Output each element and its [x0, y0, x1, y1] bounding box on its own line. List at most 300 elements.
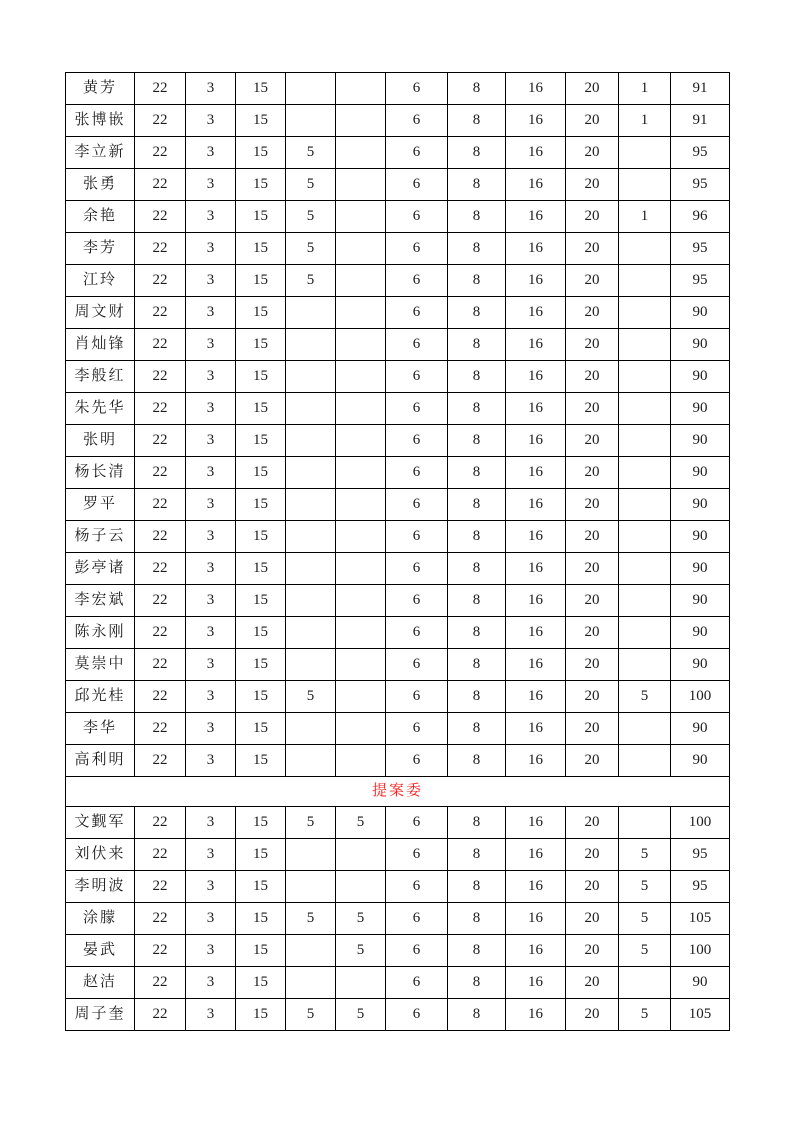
score-cell: [619, 967, 671, 999]
score-cell: 6: [386, 393, 448, 425]
table-row: [66, 105, 730, 137]
table-row: [66, 361, 730, 393]
score-cell: 22: [135, 553, 186, 585]
member-name-cell: 晏武: [66, 935, 135, 967]
score-cell: 15: [236, 585, 286, 617]
member-name-cell: 彭亭诸: [66, 553, 135, 585]
score-cell: 16: [506, 649, 566, 681]
score-cell: 22: [135, 935, 186, 967]
score-cell: 8: [448, 967, 506, 999]
score-cell: 5: [336, 903, 386, 935]
score-cell: 3: [186, 361, 236, 393]
score-cell: 16: [506, 489, 566, 521]
score-cell: 3: [186, 807, 236, 839]
score-cell: 22: [135, 329, 186, 361]
score-cell: 8: [448, 935, 506, 967]
score-cell: 100: [671, 681, 730, 713]
table-row: [66, 521, 730, 553]
score-cell: 3: [186, 457, 236, 489]
score-cell: [336, 137, 386, 169]
score-cell: 20: [566, 457, 619, 489]
score-cell: [286, 553, 336, 585]
score-cell: 15: [236, 169, 286, 201]
score-cell: 3: [186, 521, 236, 553]
table-row: [66, 871, 730, 903]
score-cell: 22: [135, 649, 186, 681]
table-row: [66, 903, 730, 935]
score-cell: 3: [186, 935, 236, 967]
score-cell: 20: [566, 425, 619, 457]
score-cell: 15: [236, 361, 286, 393]
member-name-cell: 余艳: [66, 201, 135, 233]
score-cell: 15: [236, 871, 286, 903]
score-cell: 6: [386, 745, 448, 777]
score-cell: 1: [619, 105, 671, 137]
score-cell: 105: [671, 903, 730, 935]
score-cell: 90: [671, 967, 730, 999]
score-cell: [619, 265, 671, 297]
score-cell: 20: [566, 169, 619, 201]
member-name-cell: 高利明: [66, 745, 135, 777]
score-cell: [336, 489, 386, 521]
score-cell: [286, 935, 336, 967]
score-cell: [336, 201, 386, 233]
score-cell: [336, 361, 386, 393]
score-cell: 22: [135, 201, 186, 233]
score-cell: 20: [566, 137, 619, 169]
score-cell: 5: [619, 871, 671, 903]
score-cell: 22: [135, 903, 186, 935]
score-cell: 3: [186, 745, 236, 777]
score-cell: [619, 393, 671, 425]
member-name-cell: 罗平: [66, 489, 135, 521]
member-name-cell: 李宏斌: [66, 585, 135, 617]
score-cell: 8: [448, 745, 506, 777]
score-cell: 16: [506, 585, 566, 617]
score-cell: 3: [186, 489, 236, 521]
score-cell: 5: [619, 999, 671, 1031]
score-cell: 3: [186, 553, 236, 585]
score-cell: 22: [135, 521, 186, 553]
score-cell: 90: [671, 553, 730, 585]
score-cell: 15: [236, 681, 286, 713]
score-cell: 20: [566, 903, 619, 935]
score-cell: [286, 585, 336, 617]
table-row: [66, 713, 730, 745]
score-cell: 15: [236, 425, 286, 457]
table-row: [66, 745, 730, 777]
score-cell: 15: [236, 233, 286, 265]
score-cell: [286, 649, 336, 681]
score-cell: [336, 871, 386, 903]
score-cell: [286, 105, 336, 137]
score-cell: [286, 73, 336, 105]
score-cell: 20: [566, 713, 619, 745]
score-cell: 8: [448, 457, 506, 489]
score-cell: 6: [386, 903, 448, 935]
score-cell: [336, 713, 386, 745]
score-cell: 20: [566, 999, 619, 1031]
member-name-cell: 文觐军: [66, 807, 135, 839]
score-cell: 22: [135, 713, 186, 745]
score-cell: [336, 297, 386, 329]
score-cell: 8: [448, 233, 506, 265]
score-cell: 16: [506, 137, 566, 169]
score-cell: 3: [186, 967, 236, 999]
score-cell: 6: [386, 137, 448, 169]
score-cell: 16: [506, 553, 566, 585]
score-cell: 20: [566, 745, 619, 777]
score-cell: 5: [286, 999, 336, 1031]
score-cell: 8: [448, 713, 506, 745]
score-cell: 20: [566, 201, 619, 233]
score-cell: 15: [236, 553, 286, 585]
score-cell: 15: [236, 265, 286, 297]
score-cell: 3: [186, 681, 236, 713]
score-cell: 15: [236, 745, 286, 777]
score-cell: [619, 553, 671, 585]
score-cell: 5: [286, 903, 336, 935]
table-row: [66, 201, 730, 233]
score-cell: 20: [566, 361, 619, 393]
score-cell: 6: [386, 585, 448, 617]
score-cell: 90: [671, 521, 730, 553]
score-cell: 8: [448, 73, 506, 105]
member-name-cell: 刘伏来: [66, 839, 135, 871]
member-name-cell: 黄芳: [66, 73, 135, 105]
score-cell: 6: [386, 935, 448, 967]
member-name-cell: 李芳: [66, 233, 135, 265]
score-cell: 95: [671, 233, 730, 265]
score-cell: 15: [236, 999, 286, 1031]
score-cell: 15: [236, 489, 286, 521]
score-cell: 3: [186, 297, 236, 329]
score-cell: 15: [236, 393, 286, 425]
score-cell: 6: [386, 73, 448, 105]
score-cell: 22: [135, 871, 186, 903]
score-cell: 15: [236, 329, 286, 361]
score-cell: 22: [135, 73, 186, 105]
score-cell: [286, 297, 336, 329]
score-cell: [286, 521, 336, 553]
score-cell: 3: [186, 903, 236, 935]
score-cell: 6: [386, 233, 448, 265]
member-name-cell: 杨子云: [66, 521, 135, 553]
score-cell: 5: [619, 681, 671, 713]
score-cell: 20: [566, 393, 619, 425]
score-cell: 90: [671, 297, 730, 329]
score-cell: 16: [506, 425, 566, 457]
member-name-cell: 涂朦: [66, 903, 135, 935]
score-cell: [619, 169, 671, 201]
member-name-cell: 陈永刚: [66, 617, 135, 649]
table-row: [66, 553, 730, 585]
score-cell: 15: [236, 457, 286, 489]
score-cell: 1: [619, 201, 671, 233]
score-cell: 95: [671, 137, 730, 169]
score-cell: 3: [186, 169, 236, 201]
score-cell: 22: [135, 233, 186, 265]
score-cell: 90: [671, 649, 730, 681]
score-cell: [336, 265, 386, 297]
score-cell: 91: [671, 105, 730, 137]
score-cell: 22: [135, 617, 186, 649]
score-cell: 15: [236, 297, 286, 329]
score-cell: [286, 329, 336, 361]
score-cell: 22: [135, 393, 186, 425]
score-cell: [619, 807, 671, 839]
score-cell: 16: [506, 935, 566, 967]
score-cell: 20: [566, 73, 619, 105]
score-cell: 6: [386, 105, 448, 137]
score-cell: 3: [186, 73, 236, 105]
score-cell: 8: [448, 489, 506, 521]
score-cell: [336, 73, 386, 105]
table-row: [66, 999, 730, 1031]
score-cell: 5: [286, 169, 336, 201]
score-cell: 5: [336, 935, 386, 967]
score-cell: 3: [186, 265, 236, 297]
table-row: [66, 265, 730, 297]
score-cell: [286, 871, 336, 903]
score-cell: 6: [386, 297, 448, 329]
member-name-cell: 莫崇中: [66, 649, 135, 681]
score-cell: 16: [506, 329, 566, 361]
score-cell: 3: [186, 425, 236, 457]
score-cell: 8: [448, 681, 506, 713]
score-cell: 16: [506, 999, 566, 1031]
member-name-cell: 李明波: [66, 871, 135, 903]
score-cell: 3: [186, 329, 236, 361]
score-cell: 22: [135, 425, 186, 457]
score-cell: [619, 617, 671, 649]
table-row: [66, 489, 730, 521]
score-cell: 100: [671, 807, 730, 839]
table-row: [66, 297, 730, 329]
score-cell: [336, 425, 386, 457]
score-cell: 95: [671, 169, 730, 201]
score-cell: 16: [506, 457, 566, 489]
score-cell: 5: [336, 999, 386, 1031]
score-cell: 3: [186, 201, 236, 233]
member-name-cell: 杨长清: [66, 457, 135, 489]
table-row: [66, 425, 730, 457]
score-table: [65, 72, 730, 1031]
score-cell: 3: [186, 585, 236, 617]
table-row: [66, 329, 730, 361]
score-cell: 3: [186, 839, 236, 871]
score-cell: 16: [506, 807, 566, 839]
score-cell: 15: [236, 713, 286, 745]
score-cell: 22: [135, 967, 186, 999]
score-cell: 96: [671, 201, 730, 233]
score-cell: 15: [236, 903, 286, 935]
member-name-cell: 赵洁: [66, 967, 135, 999]
score-cell: 15: [236, 617, 286, 649]
score-cell: 16: [506, 871, 566, 903]
score-cell: 5: [336, 807, 386, 839]
score-cell: 90: [671, 329, 730, 361]
table-row: [66, 681, 730, 713]
score-cell: [336, 105, 386, 137]
score-cell: 16: [506, 617, 566, 649]
score-cell: 22: [135, 807, 186, 839]
score-cell: 6: [386, 489, 448, 521]
table-row: [66, 617, 730, 649]
score-cell: 90: [671, 457, 730, 489]
score-cell: 22: [135, 745, 186, 777]
score-cell: 16: [506, 839, 566, 871]
score-cell: 1: [619, 73, 671, 105]
score-cell: [286, 393, 336, 425]
score-cell: 22: [135, 297, 186, 329]
score-cell: [619, 361, 671, 393]
score-cell: 95: [671, 871, 730, 903]
score-cell: [336, 393, 386, 425]
score-cell: 15: [236, 521, 286, 553]
score-cell: 8: [448, 393, 506, 425]
score-cell: 6: [386, 361, 448, 393]
score-cell: 8: [448, 201, 506, 233]
score-cell: 6: [386, 425, 448, 457]
score-cell: 20: [566, 649, 619, 681]
score-cell: 8: [448, 329, 506, 361]
score-cell: 8: [448, 169, 506, 201]
score-cell: 90: [671, 713, 730, 745]
table-row: [66, 967, 730, 999]
score-cell: 3: [186, 871, 236, 903]
score-cell: 8: [448, 521, 506, 553]
score-cell: 22: [135, 265, 186, 297]
score-cell: 90: [671, 393, 730, 425]
table-row: [66, 585, 730, 617]
score-cell: 90: [671, 361, 730, 393]
score-cell: 20: [566, 935, 619, 967]
score-cell: [336, 521, 386, 553]
section-label: 提案委: [66, 777, 730, 807]
score-cell: 8: [448, 617, 506, 649]
score-cell: 20: [566, 839, 619, 871]
score-cell: 16: [506, 681, 566, 713]
score-cell: 6: [386, 265, 448, 297]
score-cell: [286, 839, 336, 871]
score-cell: 15: [236, 73, 286, 105]
score-cell: [286, 457, 336, 489]
score-cell: [336, 553, 386, 585]
score-cell: 20: [566, 521, 619, 553]
score-cell: 15: [236, 649, 286, 681]
score-cell: [619, 521, 671, 553]
score-cell: [619, 297, 671, 329]
score-cell: 20: [566, 617, 619, 649]
score-cell: 20: [566, 105, 619, 137]
score-cell: [619, 137, 671, 169]
table-row: [66, 393, 730, 425]
score-cell: [336, 585, 386, 617]
score-cell: 91: [671, 73, 730, 105]
score-cell: [336, 329, 386, 361]
score-cell: 8: [448, 871, 506, 903]
score-cell: 6: [386, 649, 448, 681]
table-row: [66, 169, 730, 201]
table-row: [66, 73, 730, 105]
score-cell: 16: [506, 361, 566, 393]
score-cell: 16: [506, 265, 566, 297]
score-cell: 8: [448, 839, 506, 871]
score-cell: 5: [619, 839, 671, 871]
score-cell: [286, 967, 336, 999]
score-cell: 100: [671, 935, 730, 967]
member-name-cell: 周子奎: [66, 999, 135, 1031]
score-cell: 16: [506, 903, 566, 935]
score-cell: 20: [566, 553, 619, 585]
score-cell: 6: [386, 807, 448, 839]
score-cell: 8: [448, 999, 506, 1031]
score-cell: 6: [386, 201, 448, 233]
score-cell: 6: [386, 521, 448, 553]
score-cell: [336, 745, 386, 777]
score-cell: 8: [448, 553, 506, 585]
score-cell: [286, 425, 336, 457]
score-cell: [619, 329, 671, 361]
score-cell: 5: [286, 233, 336, 265]
score-cell: 20: [566, 807, 619, 839]
score-cell: 8: [448, 361, 506, 393]
score-cell: [286, 617, 336, 649]
score-cell: [336, 967, 386, 999]
score-cell: [619, 425, 671, 457]
score-cell: 8: [448, 105, 506, 137]
score-cell: 15: [236, 807, 286, 839]
score-cell: [619, 233, 671, 265]
score-cell: [286, 489, 336, 521]
score-cell: 5: [286, 681, 336, 713]
score-cell: 22: [135, 105, 186, 137]
score-cell: 5: [286, 807, 336, 839]
score-cell: 3: [186, 617, 236, 649]
score-cell: 3: [186, 393, 236, 425]
member-name-cell: 邱光桂: [66, 681, 135, 713]
score-cell: 90: [671, 489, 730, 521]
score-cell: 16: [506, 169, 566, 201]
table-row: [66, 233, 730, 265]
score-cell: 6: [386, 871, 448, 903]
section-header-row: [66, 777, 730, 807]
score-cell: 16: [506, 105, 566, 137]
score-cell: [336, 169, 386, 201]
score-cell: 105: [671, 999, 730, 1031]
score-cell: 8: [448, 585, 506, 617]
score-cell: [619, 713, 671, 745]
score-cell: 20: [566, 681, 619, 713]
score-cell: 5: [286, 137, 336, 169]
score-cell: 16: [506, 297, 566, 329]
score-cell: 6: [386, 967, 448, 999]
score-cell: 20: [566, 265, 619, 297]
score-cell: [336, 839, 386, 871]
score-cell: 16: [506, 745, 566, 777]
score-cell: [336, 457, 386, 489]
score-cell: 22: [135, 137, 186, 169]
score-cell: 6: [386, 457, 448, 489]
score-cell: 15: [236, 105, 286, 137]
score-cell: 3: [186, 233, 236, 265]
score-cell: 8: [448, 137, 506, 169]
table-row: [66, 137, 730, 169]
score-cell: 20: [566, 297, 619, 329]
score-cell: 22: [135, 457, 186, 489]
score-cell: 95: [671, 265, 730, 297]
